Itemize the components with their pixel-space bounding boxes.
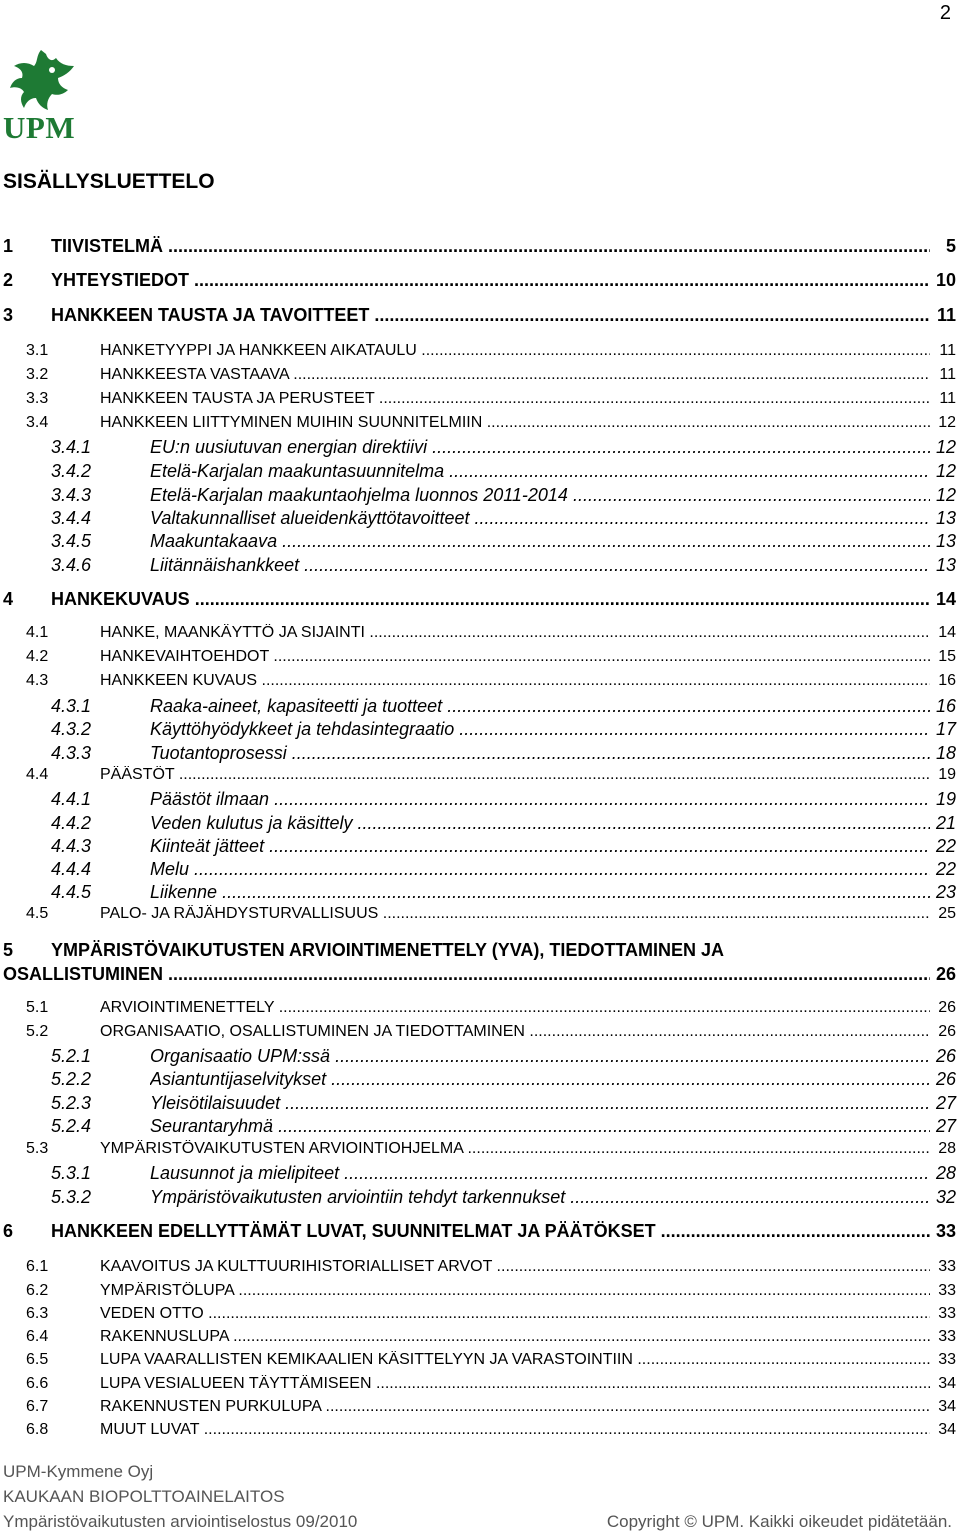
toc-entry-title: Päästöt ilmaan ..... — [150, 789, 930, 810]
toc-entry-page: 15 — [938, 648, 956, 665]
toc-entry-page: 33 — [935, 1221, 956, 1241]
toc-entry[interactable] — [0, 1023, 960, 1045]
toc-entry-title: HANKE, MAANKÄYTTÖ JA SIJAINTI ..... — [100, 624, 930, 642]
toc-entry[interactable] — [0, 1375, 960, 1397]
toc-entry-title: Liitännäishankkeet ..... — [150, 555, 930, 576]
toc-entry-number: 6.1 — [26, 1258, 49, 1275]
toc-entry[interactable] — [0, 696, 960, 718]
toc-entry-page: 16 — [938, 672, 956, 689]
toc-entry-number: 5.2.1 — [51, 1046, 92, 1066]
toc-entry-number: 5.2.3 — [51, 1093, 92, 1113]
toc-entry-title: KAAVOITUS JA KULTTUURIHISTORIALLISET ARVOT ..... — [100, 1258, 930, 1276]
toc-entry-page: 12 — [938, 414, 956, 431]
toc-entry-page: 26 — [935, 1069, 956, 1089]
toc-entry-page: 10 — [935, 270, 956, 290]
toc-entry-number: 3.1 — [26, 342, 49, 359]
toc-entry[interactable] — [0, 999, 960, 1021]
toc-entry[interactable] — [0, 624, 960, 646]
toc-entry-title: Veden kulutus ja käsittely ..... — [150, 813, 930, 834]
toc-entry-title: ORGANISAATIO, OSALLISTUMINEN JA TIEDOTTAMINEN ..... — [100, 1023, 930, 1041]
toc-entry-title: Etelä-Karjalan maakuntasuunnitelma ..... — [150, 461, 930, 482]
toc-entry-number: 4.3 — [26, 672, 49, 689]
toc-entry-page: 34 — [938, 1421, 956, 1438]
toc-entry-number: 3.4.5 — [51, 531, 92, 551]
toc-entry-number: 6.2 — [26, 1282, 49, 1299]
toc-entry-title: Maakuntakaava ..... — [150, 531, 930, 552]
toc-entry-title: Yleisötilaisuudet ..... — [150, 1093, 930, 1114]
toc-entry-number: 4.4.5 — [51, 882, 92, 902]
toc-entry-title: Melu ..... — [150, 859, 930, 880]
griffin-icon — [8, 48, 78, 112]
toc-entry-page: 22 — [935, 836, 956, 856]
toc-entry[interactable] — [0, 1221, 960, 1243]
upm-logo — [3, 48, 83, 144]
toc-entry-page: 14 — [935, 589, 956, 609]
toc-entry-title: YMPÄRISTÖLUPA ..... — [100, 1282, 930, 1300]
toc-entry-page: 14 — [938, 624, 956, 641]
toc-entry-page: 27 — [935, 1116, 956, 1136]
toc-entry[interactable] — [0, 1093, 960, 1115]
toc-entry[interactable] — [0, 1282, 960, 1304]
toc-entry-title: Asiantuntijaselvitykset ..... — [150, 1069, 930, 1090]
toc-entry-page: 17 — [935, 719, 956, 739]
toc-entry-title: Ympäristövaikutusten arviointiin tehdyt tarkennukset ..... — [150, 1187, 930, 1208]
toc-entry-title-continued: OSALLISTUMINEN ..... — [3, 964, 930, 985]
toc-entry-title: MUUT LUVAT ..... — [100, 1421, 930, 1439]
toc-entry-number: 4 — [3, 589, 14, 609]
toc-entry-page: 22 — [935, 859, 956, 879]
toc-entry-title: Seurantaryhmä ..... — [150, 1116, 930, 1137]
toc-entry-title: PALO- JA RÄJÄHDYSTURVALLISUUS ..... — [100, 905, 930, 923]
toc-entry-title: Tuotantoprosessi ..... — [150, 743, 930, 764]
toc-entry-page: 11 — [939, 342, 956, 359]
toc-entry-title: Raaka-aineet, kapasiteetti ja tuotteet ..... — [150, 696, 930, 717]
toc-entry[interactable] — [0, 719, 960, 741]
toc-entry-continuation[interactable] — [0, 964, 960, 986]
toc-entry-page: 32 — [935, 1187, 956, 1207]
toc-entry[interactable] — [0, 813, 960, 835]
toc-entry[interactable] — [0, 836, 960, 858]
toc-entry-number: 5.2 — [26, 1023, 49, 1040]
toc-entry[interactable] — [0, 905, 960, 927]
toc-entry-title: RAKENNUSTEN PURKULUPA ..... — [100, 1398, 930, 1416]
toc-entry-title: Valtakunnalliset alueidenkäyttötavoitteet ..... — [150, 508, 930, 529]
toc-entry-number: 3.4.6 — [51, 555, 92, 575]
toc-entry-number: 4.4.4 — [51, 859, 92, 879]
toc-entry[interactable] — [0, 1187, 960, 1209]
toc-entry-number: 5.1 — [26, 999, 49, 1016]
toc-entry-page: 33 — [938, 1305, 956, 1322]
toc-entry-title: HANKEKUVAUS ..... — [51, 589, 930, 610]
toc-entry-number: 4.3.3 — [51, 743, 92, 763]
toc-entry-title: Organisaatio UPM:ssä ..... — [150, 1046, 930, 1067]
toc-entry-title: VEDEN OTTO ..... — [100, 1305, 930, 1323]
toc-entry[interactable] — [0, 940, 960, 962]
toc-entry-title: LUPA VESIALUEEN TÄYTTÄMISEEN ..... — [100, 1375, 930, 1393]
toc-entry-title: Kiinteät jätteet ..... — [150, 836, 930, 857]
page-number: 2 — [939, 2, 951, 24]
toc-entry[interactable] — [0, 882, 960, 904]
toc-entry-number: 6 — [3, 1221, 14, 1241]
toc-entry-title: RAKENNUSLUPA ..... — [100, 1328, 930, 1346]
toc-entry[interactable] — [0, 1421, 960, 1443]
toc-entry-page: 12 — [935, 485, 956, 505]
toc-entry-page: 28 — [938, 1140, 956, 1157]
toc-entry-title: Käyttöhyödykkeet ja tehdasintegraatio ..... — [150, 719, 930, 740]
toc-entry-page: 26 — [938, 1023, 956, 1040]
toc-entry-number: 4.4.2 — [51, 813, 92, 833]
toc-entry-title: YHTEYSTIEDOT ..... — [51, 270, 930, 291]
toc-entry-page: 27 — [935, 1093, 956, 1113]
toc-entry-page: 33 — [938, 1258, 956, 1275]
toc-entry-number: 4.1 — [26, 624, 49, 641]
toc-entry[interactable] — [0, 414, 960, 436]
toc-entry-page: 11 — [939, 366, 956, 383]
toc-entry[interactable] — [0, 1305, 960, 1327]
toc-entry-number: 4.3.2 — [51, 719, 92, 739]
toc-entry-page: 13 — [935, 508, 956, 528]
toc-entry[interactable] — [0, 672, 960, 694]
toc-entry[interactable] — [0, 648, 960, 670]
toc-entry-page: 12 — [935, 461, 956, 481]
toc-entry-page: 26 — [938, 999, 956, 1016]
footer-document: Ympäristövaikutusten arviointiselostus 09/2010 — [3, 1512, 358, 1531]
toc-entry[interactable] — [0, 342, 960, 364]
toc-entry-number: 4.4.3 — [51, 836, 92, 856]
toc-entry-number: 5 — [3, 940, 14, 960]
toc-entry-title: YMPÄRISTÖVAIKUTUSTEN ARVIOINTIMENETTELY (YVA), TIEDOTTAMINEN JA — [51, 940, 725, 960]
toc-entry-number: 3.4.2 — [51, 461, 92, 481]
toc-entry-number: 6.7 — [26, 1398, 49, 1415]
toc-entry[interactable] — [0, 437, 960, 459]
toc-entry-title: Lausunnot ja mielipiteet ..... — [150, 1163, 930, 1184]
toc-entry-number: 3.4.4 — [51, 508, 92, 528]
toc-entry[interactable] — [0, 531, 960, 553]
toc-entry[interactable] — [0, 1163, 960, 1185]
footer-company: UPM-Kymmene Oyj — [3, 1462, 154, 1481]
toc-entry[interactable] — [0, 461, 960, 483]
toc-entry-number: 3.4 — [26, 414, 49, 431]
toc-entry-title: YMPÄRISTÖVAIKUTUSTEN ARVIOINTIOHJELMA ..... — [100, 1140, 930, 1158]
toc-entry-number: 3.2 — [26, 366, 49, 383]
toc-entry-title: HANKEVAIHTOEHDOT ..... — [100, 648, 930, 666]
toc-entry-number: 3 — [3, 305, 14, 325]
toc-entry-number: 1 — [3, 236, 14, 256]
toc-entry-title: Etelä-Karjalan maakuntaohjelma luonnos 2011-2014 ..... — [150, 485, 930, 506]
toc-entry[interactable] — [0, 743, 960, 765]
toc-entry-title: LUPA VAARALLISTEN KEMIKAALIEN KÄSITTELYYN JA VARASTOINTIIN ..... — [100, 1351, 930, 1369]
toc-entry[interactable] — [0, 1116, 960, 1138]
toc-entry[interactable] — [0, 390, 960, 412]
toc-entry-number: 4.5 — [26, 905, 49, 922]
toc-entry-title: HANKKEEN KUVAUS ..... — [100, 672, 930, 690]
toc-entry-page: 26 — [935, 1046, 956, 1066]
toc-entry[interactable] — [0, 508, 960, 530]
footer-facility: KAUKAAN BIOPOLTTOAINELAITOS — [3, 1487, 285, 1506]
toc-entry-page: 34 — [938, 1398, 956, 1415]
toc-entry[interactable] — [0, 766, 960, 788]
toc-entry[interactable] — [0, 1140, 960, 1162]
toc-entry[interactable] — [0, 270, 960, 292]
toc-entry[interactable] — [0, 1328, 960, 1350]
toc-entry-title: HANKETYYPPI JA HANKKEEN AIKATAULU ..... — [100, 342, 930, 360]
toc-entry-number: 6.8 — [26, 1421, 49, 1438]
toc-entry-number: 6.6 — [26, 1375, 49, 1392]
toc-entry-number: 4.3.1 — [51, 696, 92, 716]
toc-entry[interactable] — [0, 485, 960, 507]
toc-entry-page: 11 — [939, 390, 956, 407]
toc-entry-page: 16 — [935, 696, 956, 716]
toc-entry-number: 5.3.1 — [51, 1163, 92, 1183]
footer-copyright: Copyright © UPM. Kaikki oikeudet pidätetään. — [606, 1512, 952, 1531]
toc-entry-number: 3.3 — [26, 390, 49, 407]
toc-entry-number: 5.3 — [26, 1140, 49, 1157]
toc-entry-page: 28 — [935, 1163, 956, 1183]
toc-entry-number: 6.3 — [26, 1305, 49, 1322]
logo-text: UPM — [3, 110, 76, 145]
toc-entry[interactable] — [0, 1258, 960, 1280]
toc-entry-title: PÄÄSTÖT ..... — [100, 766, 930, 784]
toc-entry-number: 4.2 — [26, 648, 49, 665]
toc-entry-title: HANKKEEN EDELLYTTÄMÄT LUVAT, SUUNNITELMAT JA PÄÄTÖKSET ..... — [51, 1221, 930, 1242]
toc-heading: SISÄLLYSLUETTELO — [3, 170, 215, 193]
toc-entry-number: 5.2.2 — [51, 1069, 92, 1089]
toc-entry-title: HANKKEEN TAUSTA JA PERUSTEET ..... — [100, 390, 930, 408]
toc-entry[interactable] — [0, 366, 960, 388]
toc-entry-title: TIIVISTELMÄ ..... — [51, 236, 930, 257]
toc-entry-title: HANKKEEN LIITTYMINEN MUIHIN SUUNNITELMIIN ..... — [100, 414, 930, 432]
toc-entry-page: 33 — [938, 1328, 956, 1345]
toc-entry[interactable] — [0, 236, 960, 258]
toc-entry[interactable] — [0, 1351, 960, 1373]
toc-entry-number: 3.4.3 — [51, 485, 92, 505]
toc-entry[interactable] — [0, 1398, 960, 1420]
toc-entry-page: 19 — [935, 789, 956, 809]
toc-entry-page: 26 — [935, 964, 956, 984]
toc-entry-page: 19 — [938, 766, 956, 783]
toc-entry-title: ARVIOINTIMENETTELY ..... — [100, 999, 930, 1017]
toc-entry-title: EU:n uusiutuvan energian direktiivi ..... — [150, 437, 930, 458]
toc-entry-page: 34 — [938, 1375, 956, 1392]
toc-entry-number: 3.4.1 — [51, 437, 92, 457]
toc-entry-page: 33 — [938, 1282, 956, 1299]
toc-entry-page: 5 — [945, 236, 956, 256]
toc-entry-page: 18 — [935, 743, 956, 763]
toc-entry-number: 4.4 — [26, 766, 49, 783]
toc-entry-number: 5.3.2 — [51, 1187, 92, 1207]
toc-entry[interactable] — [0, 859, 960, 881]
toc-entry-page: 12 — [935, 437, 956, 457]
toc-entry-page: 33 — [938, 1351, 956, 1368]
toc-entry[interactable] — [0, 555, 960, 577]
toc-entry[interactable] — [0, 589, 960, 611]
toc-entry[interactable] — [0, 1046, 960, 1068]
toc-entry-page: 13 — [935, 531, 956, 551]
toc-entry[interactable] — [0, 1069, 960, 1091]
toc-entry[interactable] — [0, 789, 960, 811]
toc-entry-number: 2 — [3, 270, 14, 290]
toc-entry-page: 25 — [938, 905, 956, 922]
toc-entry-number: 5.2.4 — [51, 1116, 92, 1136]
toc-entry[interactable] — [0, 305, 960, 327]
toc-entry-page: 21 — [935, 813, 956, 833]
toc-entry-number: 6.5 — [26, 1351, 49, 1368]
toc-entry-number: 4.4.1 — [51, 789, 92, 809]
toc-entry-title: HANKKEESTA VASTAAVA ..... — [100, 366, 930, 384]
toc-entry-title: HANKKEEN TAUSTA JA TAVOITTEET ..... — [51, 305, 930, 326]
toc-entry-number: 6.4 — [26, 1328, 49, 1345]
toc-entry-title: Liikenne ..... — [150, 882, 930, 903]
toc-entry-page: 13 — [935, 555, 956, 575]
toc-entry-page: 11 — [936, 305, 956, 325]
toc-entry-page: 23 — [935, 882, 956, 902]
